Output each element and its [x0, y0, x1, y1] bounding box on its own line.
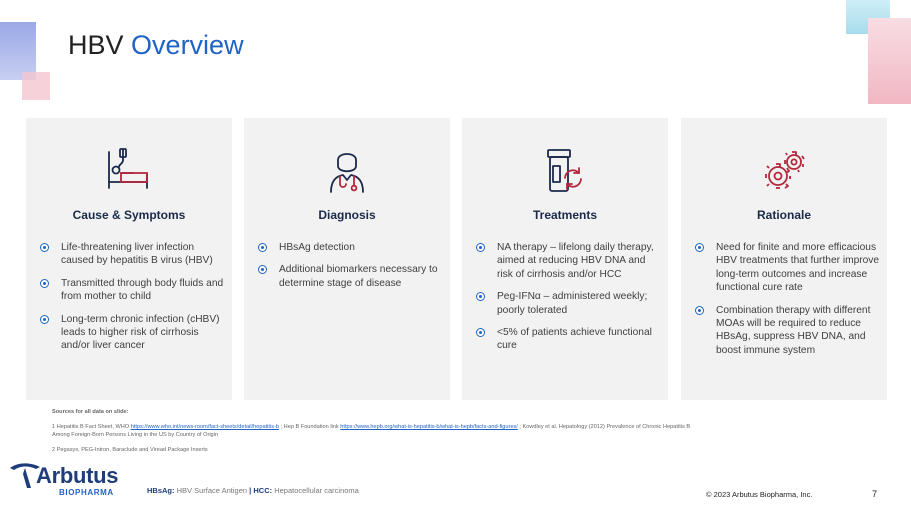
bullet-icon: [476, 243, 485, 252]
hospital-bed-icon: [26, 146, 232, 196]
card-heading: Treatments: [532, 208, 598, 222]
logo-word: Arbutus: [36, 463, 119, 488]
bullet-list: [476, 241, 662, 362]
copyright: © 2023 Arbutus Biopharma, Inc.: [706, 490, 813, 499]
card-treatments: [462, 118, 668, 400]
deco-square-pink-right: [868, 18, 911, 104]
list-item: <5% of patients achieve functional cure: [476, 326, 662, 353]
list-item: Long-term chronic infection (cHBV) leads to higher risk of cirrhosis and/or liver cancer: [40, 313, 226, 353]
bullet-icon: [695, 243, 704, 252]
card-heading: Diagnosis: [318, 208, 376, 222]
list-item: Transmitted through body fluids and from mother to child: [40, 277, 226, 304]
source-link-hepb[interactable]: https://www.hepb.org/what-is-hepatitis-b/what-is-hepb/facts-and-figures/: [340, 424, 518, 430]
bullet-list: [40, 241, 226, 362]
abbreviations: HBsAg: HBV Surface Antigen | HCC: Hepatocellular carcinoma: [147, 486, 359, 495]
source-1: 1 Hepatitis B Fact Sheet, WHO https://www.who.int/news-room/fact-sheets/detail/hepatitis-b ; Hep B Foundation link https://www.hepb.org/what-is-hepatitis-b/what-is-hepb/facts-and-figures/ ; Kowdley et al. Hepatology (2012) Prevalence of Chronic Hepatitis B Among Foreign-Born Persons Living in the US by Country of Origin: [52, 424, 691, 438]
bullet-icon: [258, 243, 267, 252]
bullet-icon: [476, 328, 485, 337]
bullet-list: [695, 241, 881, 366]
card-rationale: [681, 118, 887, 400]
arbutus-logo: [8, 458, 138, 502]
logo-subtitle: BIOPHARMA: [59, 488, 114, 497]
bullet-icon: [40, 315, 49, 324]
sources-block: [52, 408, 702, 461]
bullet-icon: [40, 243, 49, 252]
page-number: 7: [872, 489, 878, 499]
bullet-icon: [258, 265, 267, 274]
list-item: Peg-IFNα – administered weekly; poorly tolerated: [476, 290, 662, 317]
page-title-main: HBV: [68, 30, 124, 60]
bullet-icon: [695, 306, 704, 315]
bullet-icon: [40, 279, 49, 288]
list-item: Additional biomarkers necessary to determine stage of disease: [258, 263, 444, 290]
sources-heading: Sources for all data on slide:: [52, 409, 129, 415]
bullet-icon: [476, 292, 485, 301]
card-heading: Cause & Symptoms: [72, 208, 186, 222]
source-2: 2 Pegasys, PEG-Intron, Baraclude and Viread Package Inserts: [52, 447, 208, 453]
card-diagnosis: [244, 118, 450, 400]
pill-bottle-refresh-icon: [462, 146, 668, 196]
list-item: HBsAg detection: [258, 241, 444, 254]
bullet-list: [258, 241, 444, 299]
gears-icon: [681, 146, 887, 196]
list-item: Life-threatening liver infection caused by hepatitis B virus (HBV): [40, 241, 226, 268]
page-title-accent: Overview: [131, 30, 244, 60]
card-heading: Rationale: [756, 208, 811, 222]
list-item: NA therapy – lifelong daily therapy, aimed at reducing HBV DNA and risk of cirrhosis and/or HCC: [476, 241, 662, 281]
page-title: [68, 30, 244, 61]
doctor-icon: [244, 146, 450, 196]
list-item: Need for finite and more efficacious HBV treatments that further improve long-term outcomes and increase functional cure rate: [695, 241, 881, 295]
source-link-who[interactable]: https://www.who.int/news-room/fact-sheets/detail/hepatitis-b: [130, 424, 279, 430]
card-cause-symptoms: [26, 118, 232, 400]
deco-square-pink-left: [22, 72, 50, 100]
list-item: Combination therapy with different MOAs will be required to reduce HBsAg, suppress HBV DNA, and boost immune system: [695, 304, 881, 358]
